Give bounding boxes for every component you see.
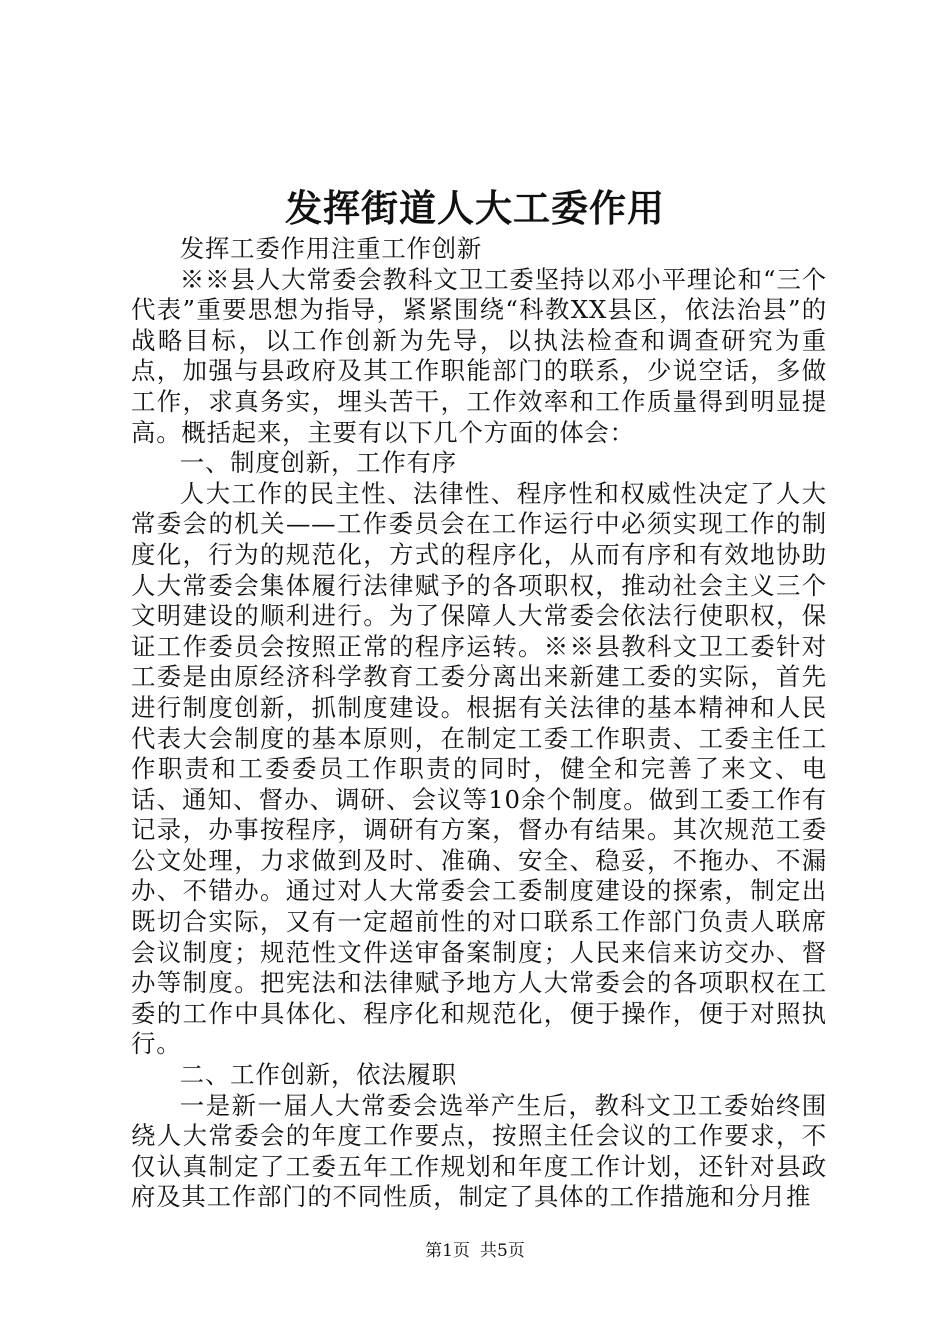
page-number: 第1页 [425, 1241, 470, 1261]
document-title: 发挥街道人大工委作用 [285, 186, 665, 230]
document-body [131, 234, 827, 1213]
section-heading: 一、制度创新，工作有序 [179, 448, 457, 478]
body-paragraph: ※※县人大常委会教科文卫工委坚持以邓小平理论和“三个代表”重要思想为指导，紧紧围绕“科教XX县区，依法治县”的战略目标，以工作创新为先导，以执法检查和调查研究为重点，加强与县政府及其工作职能部门的联系，少说空话，多做工作，求真务实，埋头苦干，工作效率和工作质量得到明显提高。概括起来，主要有以下几个方面的体会： [131, 264, 827, 447]
body-paragraph: 一是新一届人大常委会选举产生后，教科文卫工委始终围绕人大常委会的年度工作要点，按照主任会议的工作要求，不仅认真制定了工委五年工作规划和年度工作计划，还针对县政府及其工作部门的不同性质，制定了具体的工作措施和分月推 [131, 1090, 827, 1212]
body-paragraph: 人大工作的民主性、法律性、程序性和权威性决定了人大常委会的机关——工作委员会在工作运行中必须实现工作的制度化，行为的规范化，方式的程序化，从而有序和有效地协助人大常委会集体履行法律赋予的各项职权，推动社会主义三个文明建设的顺利进行。为了保障人大常委会依法行使职权，保证工作委员会按照正常的程序运转。※※县教科文卫工委针对工委是由原经济科学教育工委分离出来新建工委的实际，首先进行制度创新，抓制度建设。根据有关法律的基本精神和人民代表大会制度的基本原则，在制定工委工作职责、工委主任工作职责和工委委员工作职责的同时，健全和完善了来文、电话、通知、督办、调研、会议等10余个制度。做到工委工作有记录，办事按程序，调研有方案，督办有结果。其次规范工委公文处理，力求做到及时、准确、安全、稳妥，不拖办、不漏办、不错办。通过对人大常委会工委制度建设的探索，制定出既切合实际，又有一定超前性的对口联系工作部门负责人联席会议制度；规范性文件送审备案制度；人民来信来访交办、督办等制度。把宪法和法律赋予地方人大常委会的各项职权在工委的工作中具体化、程序化和规范化，便于操作，便于对照执行。 [131, 478, 827, 1059]
page-footer [0, 1240, 950, 1262]
page-total: 共5页 [480, 1241, 525, 1261]
subtitle-paragraph: 发挥工委作用注重工作创新 [179, 234, 483, 263]
section-heading: 二、工作创新，依法履职 [179, 1060, 457, 1090]
